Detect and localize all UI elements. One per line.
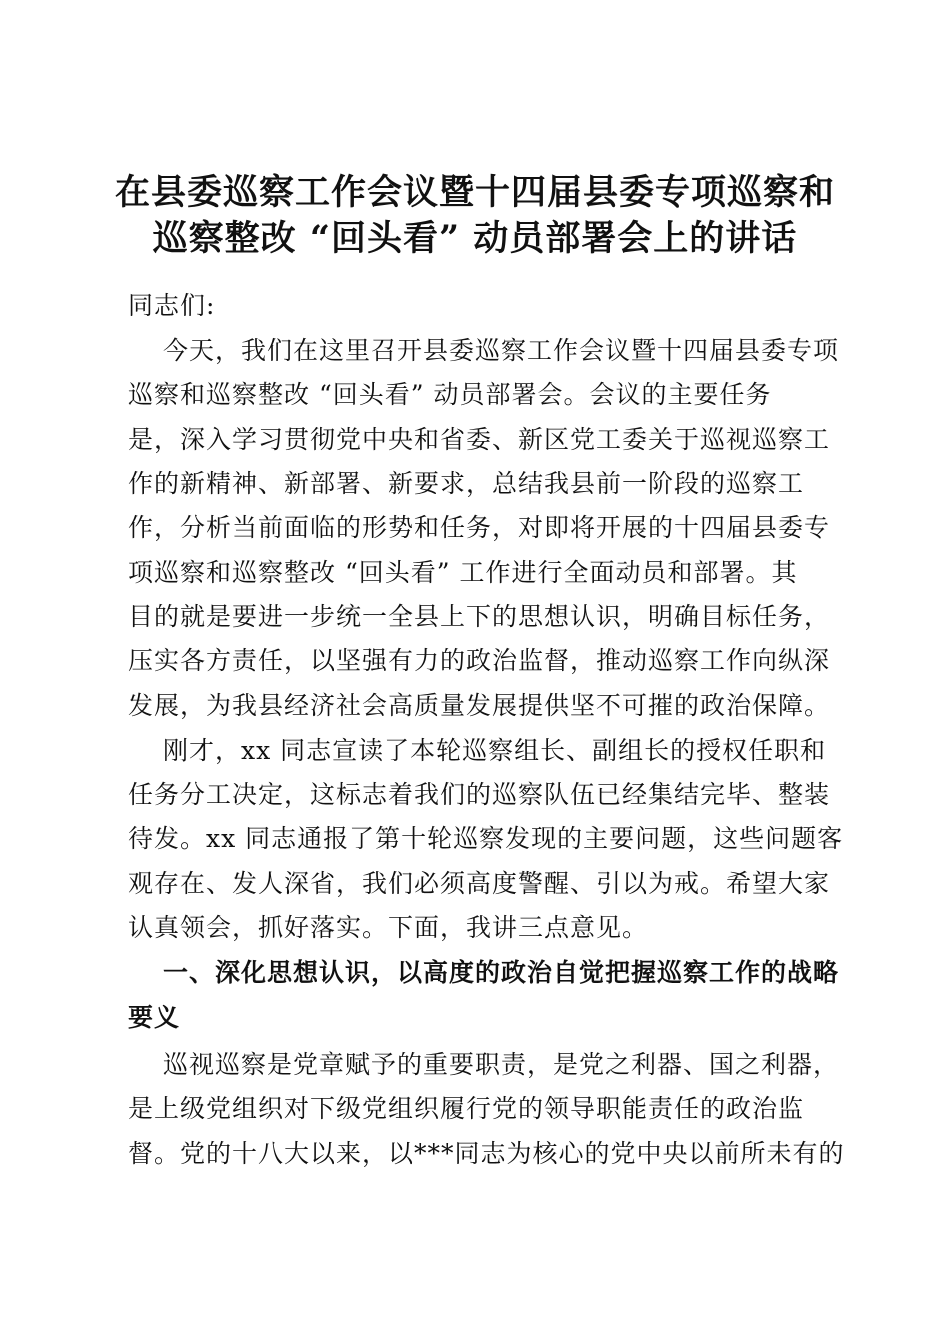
section-heading-line: 一、深化思想认识，以高度的政治自觉把握巡察工作的战略 xyxy=(163,958,840,987)
paragraph-line: 作，分析当前面临的形势和任务，对即将开展的十四届县委专 xyxy=(128,513,831,542)
paragraph-line: 巡视巡察是党章赋予的重要职责，是党之利器、国之利器， xyxy=(163,1050,840,1079)
paragraph-line: 发展，为我县经济社会高质量发展提供坚不可摧的政治保障。 xyxy=(128,691,831,720)
paragraph-line: 目的就是要进一步统一全县上下的思想认识，明确目标任务， xyxy=(128,602,831,631)
paragraph-line: 刚才，xx 同志宣读了本轮巡察组长、副组长的授权任职和 xyxy=(163,736,827,765)
paragraph-line: 认真领会，抓好落实。下面，我讲三点意见。 xyxy=(128,913,649,942)
paragraph-line: 巡察和巡察整改 “回头看” 动员部署会。会议的主要任务 xyxy=(128,380,772,409)
paragraph-line: 压实各方责任，以坚强有力的政治监督，推动巡察工作向纵深 xyxy=(128,646,831,675)
salutation: 同志们: xyxy=(128,291,216,320)
paragraph-line: 项巡察和巡察整改 “回头看” 工作进行全面动员和部署。其 xyxy=(128,558,798,587)
paragraph-line: 作的新精神、新部署、新要求，总结我县前一阶段的巡察工 xyxy=(128,469,805,498)
paragraph-line: 任务分工决定，这标志着我们的巡察队伍已经集结完毕、整装 xyxy=(128,780,831,809)
paragraph-line: 督。党的十八大以来，以***同志为核心的党中央以前所未有的 xyxy=(128,1139,845,1168)
document-title-line-2: 巡察整改 “回头看” 动员部署会上的讲话 xyxy=(152,218,798,259)
paragraph-line: 今天，我们在这里召开县委巡察工作会议暨十四届县委专项 xyxy=(163,336,840,365)
paragraph-line: 是，深入学习贯彻党中央和省委、新区党工委关于巡视巡察工 xyxy=(128,425,831,454)
paragraph-line: 观存在、发人深省，我们必须高度警醒、引以为戒。希望大家 xyxy=(128,869,831,898)
section-heading-line: 要义 xyxy=(128,1003,181,1032)
paragraph-line: 待发。xx 同志通报了第十轮巡察发现的主要问题，这些问题客 xyxy=(128,824,844,853)
paragraph-line: 是上级党组织对下级党组织履行党的领导职能责任的政治监 xyxy=(128,1094,805,1123)
document-title-line-1: 在县委巡察工作会议暨十四届县委专项巡察和 xyxy=(114,172,835,213)
